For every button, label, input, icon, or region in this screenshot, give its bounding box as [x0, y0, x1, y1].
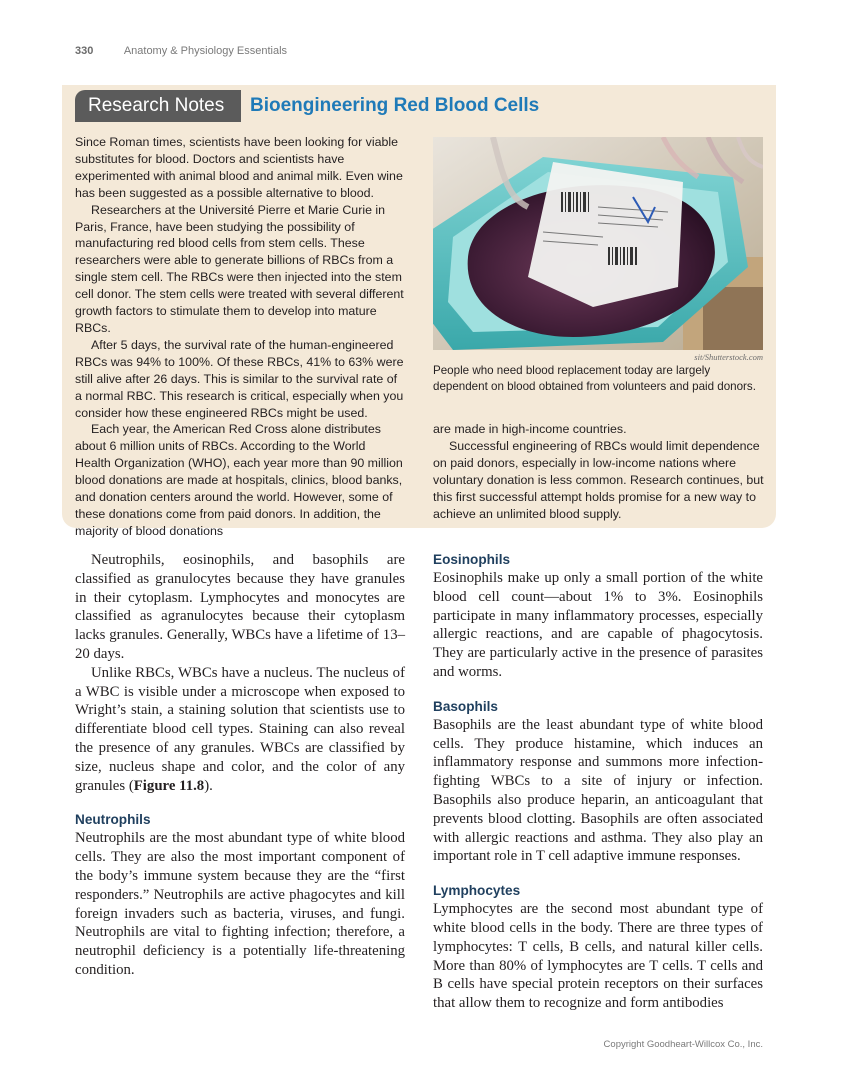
basophils-paragraph: Basophils are the least abundant type of white blood cells. They produce histamine, which induces an inflammatory response and summons more infection-fighting WBCs to a site of injury or infection. Basophils also produce heparin, an anticoagulant that prevents blood clotting. Basophils are often associated with allergic reactions and asthma. They also play an important role in T cell adaptive immune responses.	[433, 716, 763, 865]
paragraph-text: Unlike RBCs, WBCs have a nucleus. The nucleus of a WBC is visible under a microscope when exposed to Wright’s stain, a staining solution that scientists use to differentiate blood cell types. Staining can also reveal the presence of any granules. WBCs are classified by size, nucleus shape and color, and the color of any granules (	[75, 664, 405, 794]
running-head	[75, 45, 287, 61]
body-right-column	[433, 551, 763, 1013]
page-number: 330	[75, 45, 94, 57]
photo-credit: sit/Shutterstock.com	[694, 352, 763, 362]
lymphocytes-heading: Lymphocytes	[433, 883, 521, 899]
research-notes-tab	[75, 90, 241, 122]
research-notes-title: Bioengineering Red Blood Cells	[250, 95, 540, 116]
eosinophils-paragraph: Eosinophils make up only a small portion of the white blood cell count—about 1% to 3%. Eosinophils participate in many inflammatory processes, especially allergic reactions, and are capable of phagocytosis. They are particularly active in the presence of parasites and worms.	[433, 570, 763, 680]
body-left-column	[75, 551, 405, 980]
research-notes-left-column	[75, 134, 404, 540]
research-paragraph: After 5 days, the survival rate of the human-engineered RBCs was 94% to 100%. Of these RBCs, 41% to 63% were still alive after 26 days. This is similar to the survival rate of a normal RBC. This research is critical, especially when you consider how these engineered RBCs might be used.	[75, 337, 404, 420]
photo-caption: People who need blood replacement today are largely dependent on blood obtained from volunteers and paid donors.	[433, 364, 756, 394]
copyright-notice: Copyright Goodheart-Willcox Co., Inc.	[603, 1039, 763, 1050]
body-paragraph	[75, 664, 405, 796]
blood-bag-photo	[433, 137, 763, 350]
lymphocytes-paragraph: Lymphocytes are the second most abundant type of white blood cells in the body. There are three types of lymphocytes: T cells, B cells, and natural killer cells. More than 80% of lymphocytes are T cells. T cells and B cells have special protein receptors on their surfaces that allow them to recognize and form antibodies	[433, 901, 763, 1012]
figure-reference: Figure 11.8	[133, 777, 205, 794]
neutrophils-paragraph: Neutrophils are the most abundant type of white blood cells. They are also the most important component of the body’s immune system because they are the “first responders.” Neutrophils are active phagocytes and kill foreign invaders such as bacteria, viruses, and fungi. Neutrophils are vital to fighting infection; therefore, a neutrophil deficiency is a potentially life-threatening condition.	[75, 830, 405, 978]
eosinophils-heading: Eosinophils	[433, 552, 511, 567]
research-paragraph: Researchers at the Université Pierre et Marie Curie in Paris, France, have been studying the possibility of manufacturing red blood cells from stem cells. These researchers were able to generate billions of RBCs from a single stem cell. The RBCs were then injected into the stem cell donor. The stem cells were treated with several different growth factors to stimulate them to develop into mature RBCs.	[75, 202, 404, 335]
neutrophils-heading: Neutrophils	[75, 812, 151, 828]
paragraph-text: ).	[204, 777, 213, 794]
blood-bag-illustration	[433, 137, 763, 350]
body-paragraph: Neutrophils, eosinophils, and basophils are classified as granulocytes because they have granules in their cytoplasm. Lymphocytes and monocytes are classified as agranulocytes because their cytoplasm lacks granules. Generally, WBCs have a lifetime of 13–20 days.	[75, 552, 405, 662]
research-paragraph: Each year, the American Red Cross alone distributes about 6 million units of RBCs. According to the World Health Organization (WHO), each year more than 90 million blood donations are made at hospitals, clinics, blood banks, and donation centers around the world. However, some of these donations come from paid donors. In addition, the majority of blood donations	[75, 422, 403, 538]
research-paragraph: are made in high-income countries.	[433, 422, 627, 436]
book-title: Anatomy & Physiology Essentials	[123, 45, 288, 57]
research-paragraph: Since Roman times, scientists have been looking for viable substitutes for blood. Doctors and scientists have experimented with animal blood and animal milk. Even wine has been suggested as a possible alternative to blood.	[75, 135, 403, 200]
basophils-heading: Basophils	[433, 698, 498, 714]
research-notes-label: Research Notes	[88, 95, 225, 116]
research-paragraph: Successful engineering of RBCs would limit dependence on paid donors, especially in low-income nations where voluntary donation is less common. Research continues, but this first successful attempt holds promise for a new way to achieve an unlimited blood supply.	[433, 438, 764, 521]
research-notes-right-column	[433, 421, 765, 522]
